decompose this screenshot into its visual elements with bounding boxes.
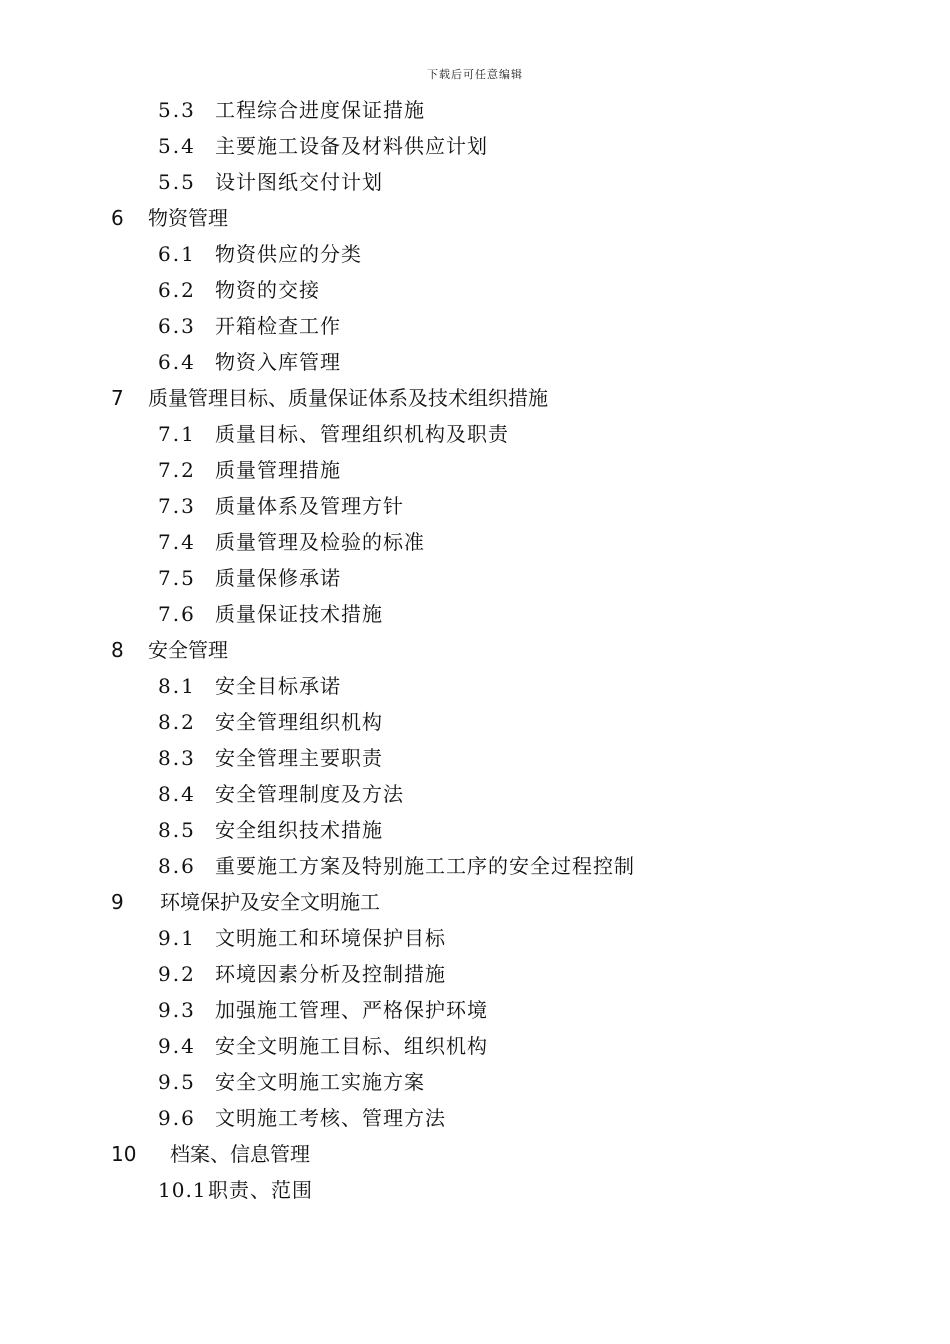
toc-entry-5-5	[0, 164, 950, 200]
toc-section-number: 8	[111, 638, 124, 662]
page-header: 下载后可任意编辑	[427, 68, 523, 81]
toc-title: 安全目标承诺	[215, 674, 341, 698]
toc-entry-10-1	[0, 1172, 950, 1208]
toc-number: 7.2	[158, 458, 196, 482]
toc-number: 8.5	[158, 818, 196, 842]
toc-number: 9.5	[158, 1070, 196, 1094]
toc-title: 安全管理主要职责	[215, 746, 383, 770]
toc-section-title: 安全管理	[148, 638, 228, 662]
toc-entry-7-4	[0, 524, 950, 560]
toc-entry-7-3	[0, 488, 950, 524]
toc-section-7	[0, 380, 950, 416]
toc-title: 质量目标、管理组织机构及职责	[215, 422, 509, 446]
toc-entry-5-4	[0, 128, 950, 164]
toc-number: 5.3	[158, 98, 196, 122]
toc-number: 5.4	[158, 134, 196, 158]
toc-title: 安全组织技术措施	[215, 818, 383, 842]
toc-number: 6.4	[158, 350, 196, 374]
toc-number: 6.1	[158, 242, 196, 266]
toc-entry-7-1	[0, 416, 950, 452]
toc-title: 安全管理制度及方法	[215, 782, 404, 806]
toc-number: 7.5	[158, 566, 196, 590]
toc-entry-6-1	[0, 236, 950, 272]
toc-entry-7-6	[0, 596, 950, 632]
toc-number: 5.5	[158, 170, 196, 194]
toc-section-number: 10	[111, 1142, 137, 1166]
toc-entry-8-6	[0, 848, 950, 884]
toc-entry-8-5	[0, 812, 950, 848]
toc-title: 环境因素分析及控制措施	[215, 962, 446, 986]
toc-entry-9-3	[0, 992, 950, 1028]
toc-number: 8.1	[158, 674, 196, 698]
toc-section-number: 9	[111, 890, 124, 914]
toc-entry-8-3	[0, 740, 950, 776]
toc-title: 质量保证技术措施	[215, 602, 383, 626]
toc-entry-7-5	[0, 560, 950, 596]
toc-title: 安全管理组织机构	[215, 710, 383, 734]
toc-section-6	[0, 200, 950, 236]
toc-number: 9.1	[158, 926, 196, 950]
toc-title: 设计图纸交付计划	[215, 170, 383, 194]
toc-entry-6-2	[0, 272, 950, 308]
toc-title: 质量管理及检验的标准	[215, 530, 425, 554]
toc-number: 9.4	[158, 1034, 196, 1058]
toc-title: 安全文明施工实施方案	[215, 1070, 425, 1094]
toc-number: 7.4	[158, 530, 196, 554]
table-of-contents	[0, 92, 950, 1208]
toc-number: 6.3	[158, 314, 196, 338]
toc-section-10	[0, 1136, 950, 1172]
toc-number: 8.2	[158, 710, 196, 734]
toc-entry-9-2	[0, 956, 950, 992]
toc-number: 8.6	[158, 854, 196, 878]
toc-section-title: 物资管理	[148, 206, 228, 230]
toc-title: 职责、范围	[208, 1178, 313, 1202]
toc-section-title: 质量管理目标、质量保证体系及技术组织措施	[148, 386, 548, 410]
toc-section-8	[0, 632, 950, 668]
toc-title: 质量管理措施	[215, 458, 341, 482]
toc-entry-6-4	[0, 344, 950, 380]
toc-title: 主要施工设备及材料供应计划	[215, 134, 488, 158]
toc-section-number: 7	[111, 386, 124, 410]
toc-section-9	[0, 884, 950, 920]
toc-title: 物资的交接	[215, 278, 320, 302]
toc-entry-8-4	[0, 776, 950, 812]
toc-entry-7-2	[0, 452, 950, 488]
toc-title: 质量体系及管理方针	[215, 494, 404, 518]
toc-entry-9-4	[0, 1028, 950, 1064]
toc-number: 7.1	[158, 422, 196, 446]
toc-entry-6-3	[0, 308, 950, 344]
toc-title: 安全文明施工目标、组织机构	[215, 1034, 488, 1058]
toc-title: 重要施工方案及特别施工工序的安全过程控制	[215, 854, 635, 878]
toc-title: 开箱检查工作	[215, 314, 341, 338]
toc-title: 文明施工和环境保护目标	[215, 926, 446, 950]
toc-number: 10.1	[158, 1178, 207, 1202]
toc-number: 8.4	[158, 782, 196, 806]
toc-entry-8-1	[0, 668, 950, 704]
toc-entry-9-5	[0, 1064, 950, 1100]
toc-title: 物资入库管理	[215, 350, 341, 374]
toc-entry-9-1	[0, 920, 950, 956]
toc-entry-9-6	[0, 1100, 950, 1136]
toc-entry-5-3	[0, 92, 950, 128]
toc-number: 6.2	[158, 278, 196, 302]
toc-entry-8-2	[0, 704, 950, 740]
toc-section-title: 档案、信息管理	[170, 1142, 310, 1166]
toc-title: 物资供应的分类	[215, 242, 362, 266]
toc-title: 文明施工考核、管理方法	[215, 1106, 446, 1130]
toc-section-title: 环境保护及安全文明施工	[160, 890, 380, 914]
toc-title: 加强施工管理、严格保护环境	[215, 998, 488, 1022]
toc-number: 9.3	[158, 998, 196, 1022]
toc-title: 质量保修承诺	[215, 566, 341, 590]
toc-number: 8.3	[158, 746, 196, 770]
toc-number: 7.6	[158, 602, 196, 626]
toc-section-number: 6	[111, 206, 124, 230]
toc-title: 工程综合进度保证措施	[215, 98, 425, 122]
toc-number: 9.2	[158, 962, 196, 986]
toc-number: 7.3	[158, 494, 196, 518]
toc-number: 9.6	[158, 1106, 196, 1130]
